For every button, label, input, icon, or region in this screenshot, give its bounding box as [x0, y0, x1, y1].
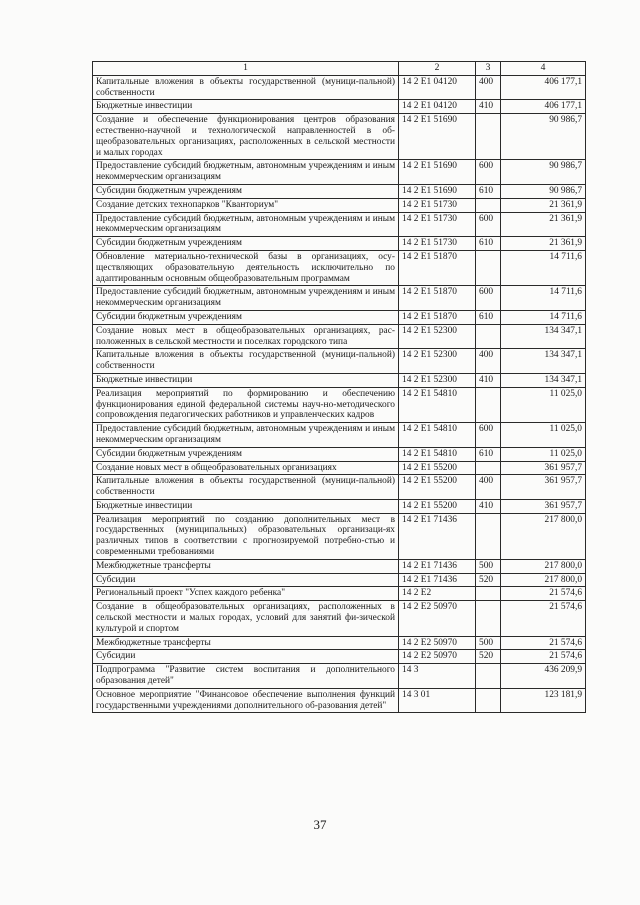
- header-col-3: 3: [476, 62, 501, 76]
- row-name-cell: Капитальные вложения в объекты государственной (муници-пальной) собственности: [93, 349, 399, 374]
- row-name-cell: Субсидии бюджетным учреждениям: [93, 237, 399, 251]
- row-amount-cell: 11 025,0: [501, 447, 586, 461]
- row-name-cell: Подпрограмма "Развитие систем воспитания и дополнительного образования детей": [93, 664, 399, 689]
- row-code-cell: 14 2 E2 50970: [399, 636, 476, 650]
- table-row: [93, 688, 586, 713]
- row-name-cell: Бюджетные инвестиции: [93, 100, 399, 114]
- row-amount-cell: 14 711,6: [501, 286, 586, 311]
- row-name-cell: Предоставление субсидий бюджетным, автономным учреждениям и иным некоммерческим организациям: [93, 423, 399, 448]
- row-amount-cell: 21 574,6: [501, 650, 586, 664]
- row-type-cell: 610: [476, 237, 501, 251]
- row-type-cell: 610: [476, 447, 501, 461]
- table-row: [93, 324, 586, 349]
- row-type-cell: 410: [476, 499, 501, 513]
- row-name-cell: Создание и обеспечение функционирования центров образования естественно-научной и технологической направленностей в об-щеобразовательных организациях, расположенных в сельской местности и малых городах: [93, 114, 399, 160]
- row-amount-cell: 21 361,9: [501, 237, 586, 251]
- row-amount-cell: 90 986,7: [501, 160, 586, 185]
- row-type-cell: [476, 324, 501, 349]
- row-code-cell: 14 2 E1 51870: [399, 310, 476, 324]
- row-name-cell: Реализация мероприятий по созданию дополнительных мест в государственных (муниципальных) образовательных организаци-ях различных типов в соответствии с прогнозируемой потребно-стью и современными требованиями: [93, 513, 399, 559]
- row-amount-cell: 406 177,1: [501, 100, 586, 114]
- table-row: [93, 237, 586, 251]
- row-type-cell: 410: [476, 373, 501, 387]
- row-type-cell: [476, 688, 501, 713]
- row-code-cell: 14 2 E1 04120: [399, 75, 476, 100]
- page-number: 37: [313, 817, 327, 832]
- row-name-cell: Межбюджетные трансферты: [93, 559, 399, 573]
- row-code-cell: 14 2 E1 51730: [399, 212, 476, 237]
- row-name-cell: Капитальные вложения в объекты государственной (муници-пальной) собственности: [93, 475, 399, 500]
- row-code-cell: 14 2 E2 50970: [399, 650, 476, 664]
- table-row: [93, 573, 586, 587]
- row-name-cell: Предоставление субсидий бюджетным, автономным учреждениям и иным некоммерческим организациям: [93, 286, 399, 311]
- row-code-cell: 14 2 E2: [399, 587, 476, 601]
- row-name-cell: Субсидии бюджетным учреждениям: [93, 447, 399, 461]
- row-type-cell: 600: [476, 286, 501, 311]
- row-name-cell: Предоставление субсидий бюджетным, автономным учреждениям и иным некоммерческим организациям: [93, 212, 399, 237]
- row-type-cell: [476, 601, 501, 636]
- row-type-cell: 500: [476, 559, 501, 573]
- table-row: [93, 499, 586, 513]
- row-type-cell: [476, 513, 501, 559]
- table-row: [93, 373, 586, 387]
- row-type-cell: 520: [476, 573, 501, 587]
- row-code-cell: 14 2 E1 04120: [399, 100, 476, 114]
- table-row: [93, 198, 586, 212]
- row-name-cell: Предоставление субсидий бюджетным, автономным учреждениям и иным некоммерческим организациям: [93, 160, 399, 185]
- row-name-cell: Создание детских технопарков "Кванториум": [93, 198, 399, 212]
- row-amount-cell: 406 177,1: [501, 75, 586, 100]
- budget-table-body: [93, 62, 586, 713]
- table-row: [93, 310, 586, 324]
- table-row: [93, 75, 586, 100]
- row-type-cell: 600: [476, 212, 501, 237]
- row-amount-cell: 21 574,6: [501, 601, 586, 636]
- row-amount-cell: 21 574,6: [501, 636, 586, 650]
- row-amount-cell: 14 711,6: [501, 310, 586, 324]
- row-type-cell: [476, 114, 501, 160]
- row-name-cell: Региональный проект "Успех каждого ребенка": [93, 587, 399, 601]
- table-header-row: [93, 62, 586, 76]
- row-type-cell: [476, 198, 501, 212]
- table-row: [93, 601, 586, 636]
- table-row: [93, 559, 586, 573]
- row-code-cell: 14 2 E1 54810: [399, 387, 476, 422]
- row-code-cell: 14 2 E1 71436: [399, 573, 476, 587]
- row-amount-cell: 436 209,9: [501, 664, 586, 689]
- table-row: [93, 461, 586, 475]
- row-type-cell: 600: [476, 160, 501, 185]
- row-type-cell: [476, 664, 501, 689]
- row-code-cell: 14 2 E1 54810: [399, 447, 476, 461]
- row-type-cell: 400: [476, 349, 501, 374]
- row-type-cell: 410: [476, 100, 501, 114]
- row-amount-cell: 123 181,9: [501, 688, 586, 713]
- table-row: [93, 160, 586, 185]
- table-row: [93, 587, 586, 601]
- row-name-cell: Межбюджетные трансферты: [93, 636, 399, 650]
- row-code-cell: 14 2 E1 55200: [399, 499, 476, 513]
- row-code-cell: 14 2 E1 51690: [399, 184, 476, 198]
- row-name-cell: Субсидии бюджетным учреждениям: [93, 310, 399, 324]
- table-row: [93, 513, 586, 559]
- row-type-cell: 500: [476, 636, 501, 650]
- row-code-cell: 14 2 E1 51730: [399, 198, 476, 212]
- row-code-cell: 14 2 E1 52300: [399, 349, 476, 374]
- row-name-cell: Реализация мероприятий по формированию и обеспечению функционирования единой федеральной системы науч-но-методического сопровождения педагогических работников и управленческих кадров: [93, 387, 399, 422]
- row-name-cell: Субсидии: [93, 650, 399, 664]
- row-amount-cell: 21 361,9: [501, 212, 586, 237]
- row-name-cell: Создание новых мест в общеобразовательных организациях: [93, 461, 399, 475]
- header-col-1: 1: [93, 62, 399, 76]
- header-col-4: 4: [501, 62, 586, 76]
- row-type-cell: 600: [476, 423, 501, 448]
- row-amount-cell: 361 957,7: [501, 461, 586, 475]
- header-col-2: 2: [399, 62, 476, 76]
- row-amount-cell: 217 800,0: [501, 573, 586, 587]
- row-name-cell: Субсидии: [93, 573, 399, 587]
- row-amount-cell: 21 574,6: [501, 587, 586, 601]
- table-row: [93, 114, 586, 160]
- row-type-cell: 400: [476, 475, 501, 500]
- table-row: [93, 286, 586, 311]
- row-type-cell: 610: [476, 184, 501, 198]
- row-amount-cell: 21 361,9: [501, 198, 586, 212]
- table-row: [93, 387, 586, 422]
- row-type-cell: [476, 387, 501, 422]
- table-row: [93, 447, 586, 461]
- row-name-cell: Основное мероприятие "Финансовое обеспечение выполнения функций государственными учреждениями дополнительного об-разования детей": [93, 688, 399, 713]
- table-row: [93, 250, 586, 285]
- row-code-cell: 14 2 E1 52300: [399, 324, 476, 349]
- row-name-cell: Обновление материально-технической базы в организациях, осу-ществляющих образовательную деятельность исключительно по адаптированным основным общеобразовательным программам: [93, 250, 399, 285]
- row-code-cell: 14 2 E1 71436: [399, 559, 476, 573]
- row-type-cell: [476, 250, 501, 285]
- row-amount-cell: 134 347,1: [501, 324, 586, 349]
- row-amount-cell: 217 800,0: [501, 559, 586, 573]
- row-amount-cell: 14 711,6: [501, 250, 586, 285]
- row-amount-cell: 361 957,7: [501, 499, 586, 513]
- row-amount-cell: 90 986,7: [501, 184, 586, 198]
- table-row: [93, 100, 586, 114]
- table-row: [93, 650, 586, 664]
- row-name-cell: Бюджетные инвестиции: [93, 499, 399, 513]
- row-amount-cell: 361 957,7: [501, 475, 586, 500]
- row-code-cell: 14 2 E1 51870: [399, 286, 476, 311]
- row-code-cell: 14 3 01: [399, 688, 476, 713]
- row-amount-cell: 134 347,1: [501, 373, 586, 387]
- row-code-cell: 14 2 E1 54810: [399, 423, 476, 448]
- row-code-cell: 14 2 E1 52300: [399, 373, 476, 387]
- row-name-cell: Создание новых мест в общеобразовательных организациях, рас-положенных в сельской местности и поселках городского типа: [93, 324, 399, 349]
- row-code-cell: 14 3: [399, 664, 476, 689]
- row-name-cell: Капитальные вложения в объекты государственной (муници-пальной) собственности: [93, 75, 399, 100]
- row-code-cell: 14 2 E1 51690: [399, 160, 476, 185]
- budget-table: [92, 61, 586, 713]
- row-code-cell: 14 2 E1 55200: [399, 461, 476, 475]
- row-code-cell: 14 2 E1 55200: [399, 475, 476, 500]
- row-type-cell: [476, 587, 501, 601]
- row-amount-cell: 11 025,0: [501, 387, 586, 422]
- row-type-cell: 400: [476, 75, 501, 100]
- table-row: [93, 423, 586, 448]
- table-row: [93, 475, 586, 500]
- row-code-cell: 14 2 E1 51730: [399, 237, 476, 251]
- row-code-cell: 14 2 E1 51870: [399, 250, 476, 285]
- row-amount-cell: 134 347,1: [501, 349, 586, 374]
- row-amount-cell: 90 986,7: [501, 114, 586, 160]
- row-code-cell: 14 2 E1 51690: [399, 114, 476, 160]
- table-row: [93, 212, 586, 237]
- table-row: [93, 664, 586, 689]
- row-code-cell: 14 2 E2 50970: [399, 601, 476, 636]
- row-name-cell: Субсидии бюджетным учреждениям: [93, 184, 399, 198]
- row-name-cell: Создание в общеобразовательных организациях, расположенных в сельской местности и малых городах, условий для занятий фи-зической культурой и спортом: [93, 601, 399, 636]
- table-row: [93, 184, 586, 198]
- row-code-cell: 14 2 E1 71436: [399, 513, 476, 559]
- table-row: [93, 636, 586, 650]
- row-amount-cell: 11 025,0: [501, 423, 586, 448]
- row-type-cell: [476, 461, 501, 475]
- table-row: [93, 349, 586, 374]
- row-type-cell: 520: [476, 650, 501, 664]
- row-type-cell: 610: [476, 310, 501, 324]
- row-amount-cell: 217 800,0: [501, 513, 586, 559]
- row-name-cell: Бюджетные инвестиции: [93, 373, 399, 387]
